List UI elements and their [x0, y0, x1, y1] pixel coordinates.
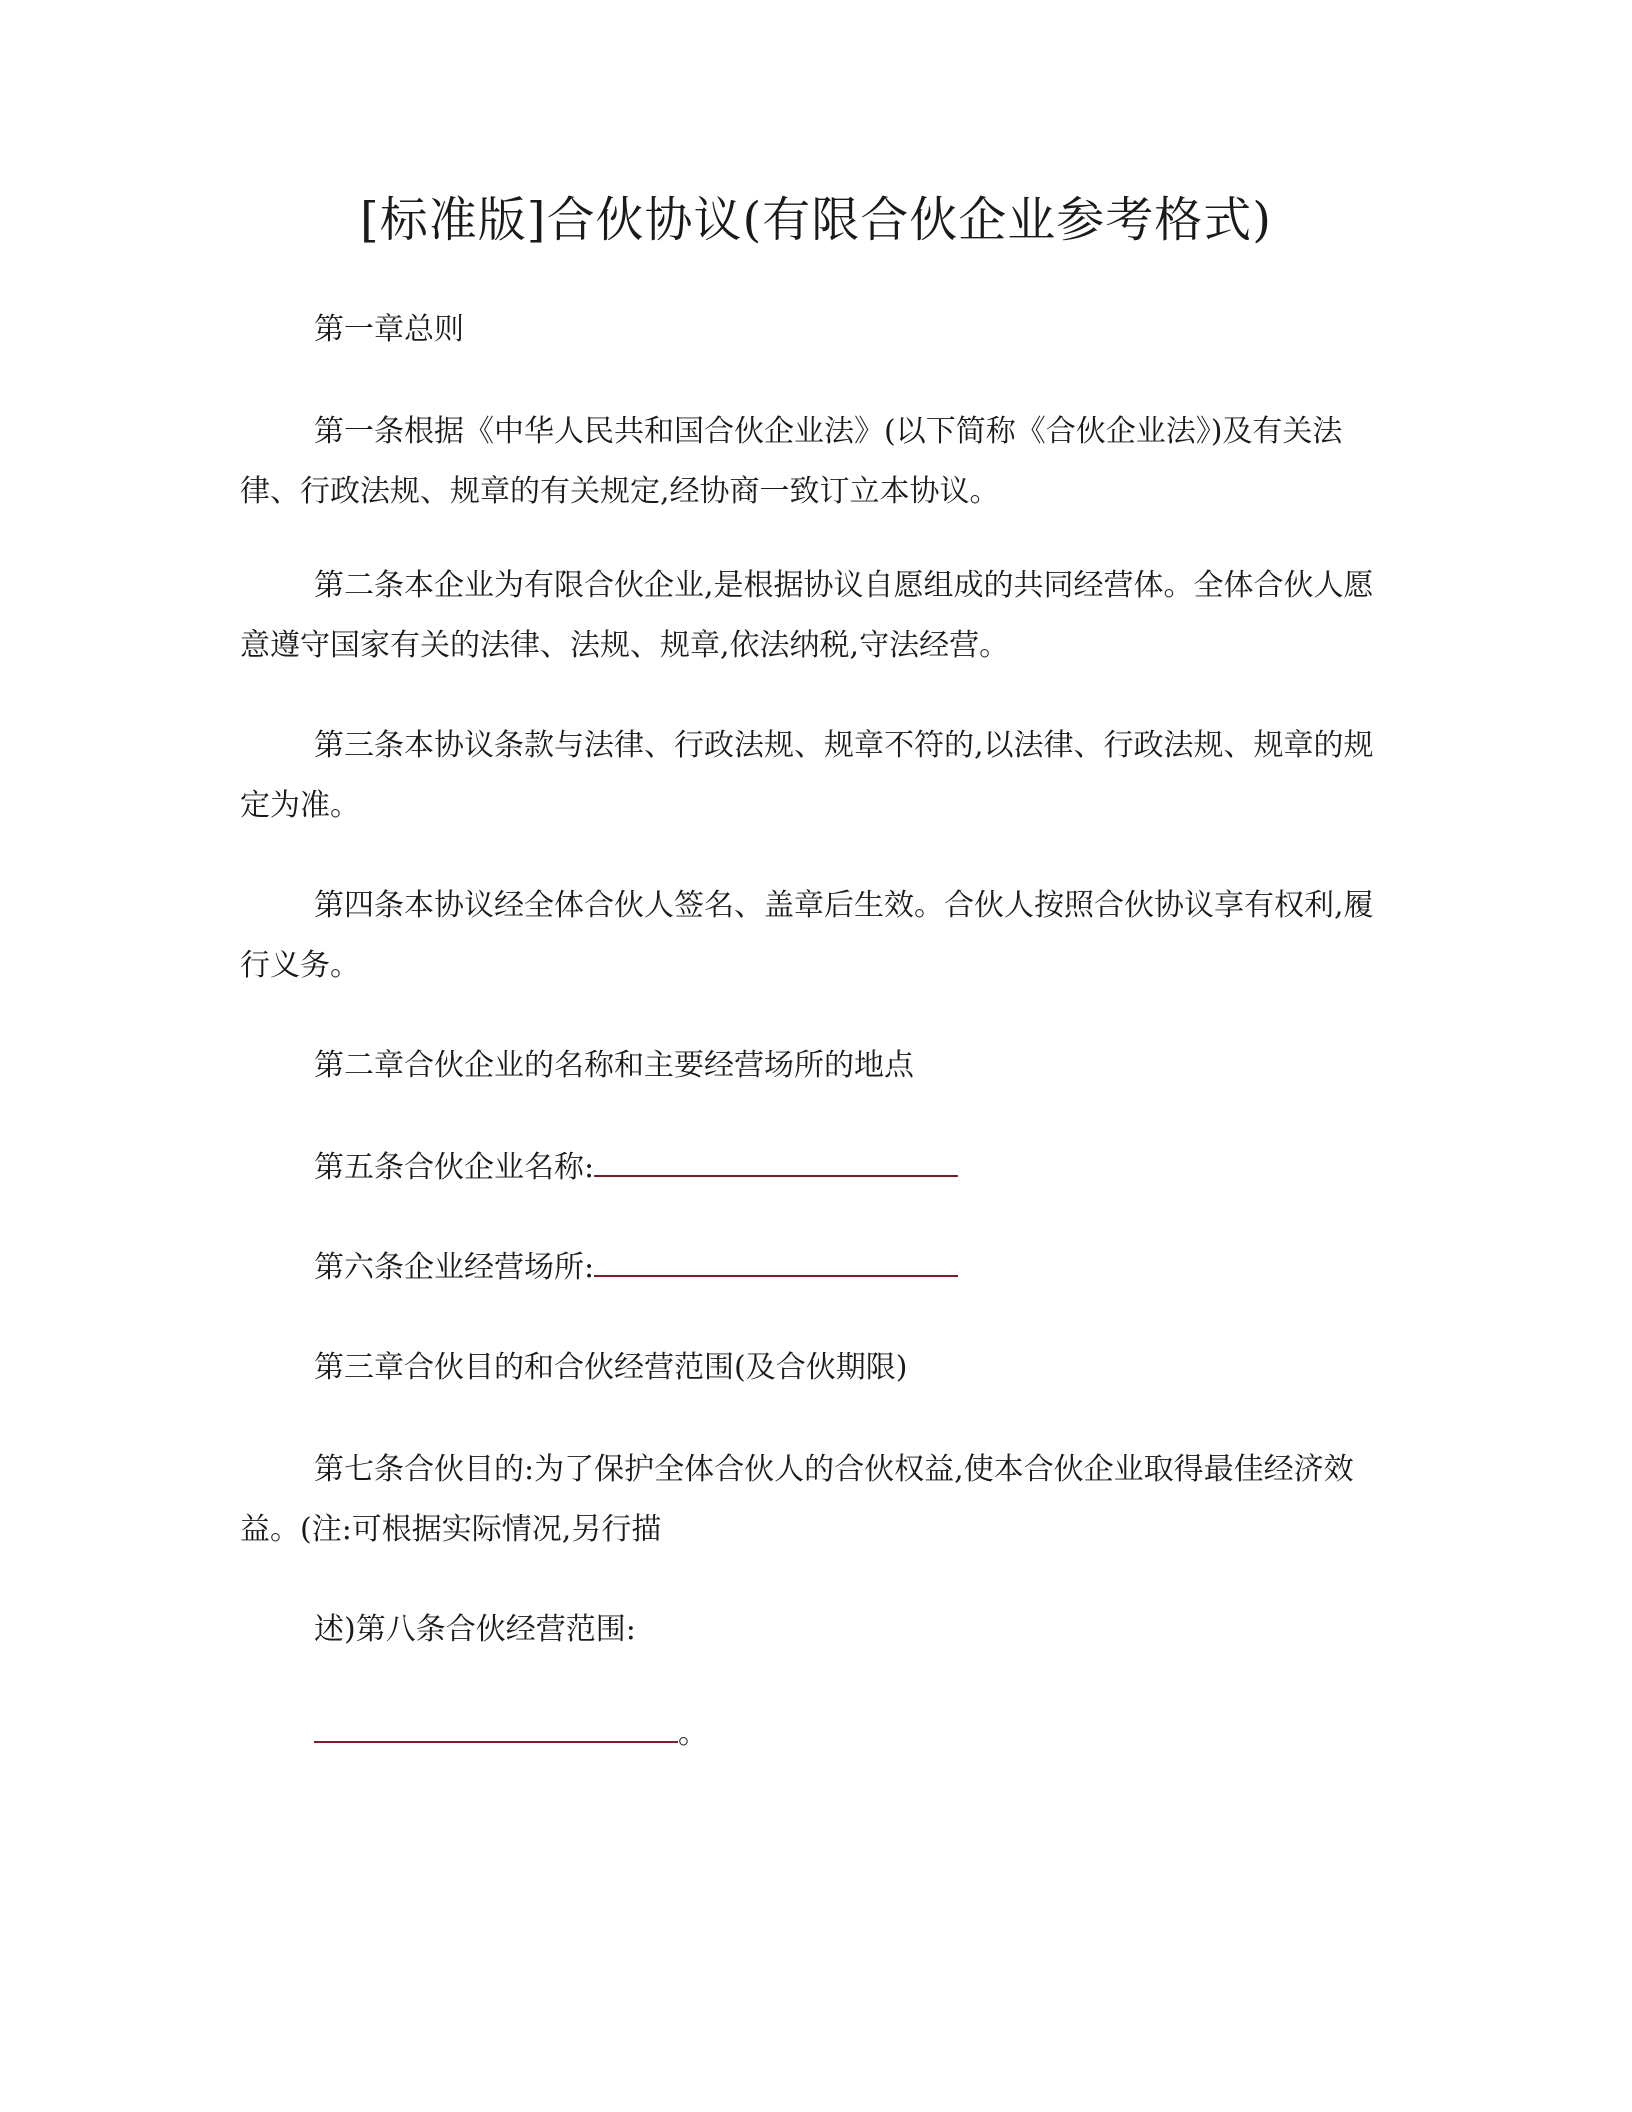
chapter-1-heading: 第一章总则 — [314, 312, 464, 347]
article-3: 第三条本协议条款与法律、行政法规、规章不符的,以法律、行政法规、规章的规定为准。 — [240, 728, 1374, 823]
article-5 — [240, 1138, 1380, 1198]
article-6 — [240, 1238, 1380, 1298]
article-8-blank-line — [240, 1704, 1380, 1764]
article-6-label: 第六条企业经营场所: — [314, 1250, 595, 1285]
article-8-end-mark: 。 — [678, 1716, 708, 1751]
article-4: 第四条本协议经全体合伙人签名、盖章后生效。合伙人按照合伙协议享有权利,履行义务。 — [240, 888, 1374, 983]
enterprise-name-blank[interactable] — [594, 1139, 958, 1177]
article-2: 第二条本企业为有限合伙企业,是根据协议自愿组成的共同经营体。全体合伙人愿意遵守国家有关的法律、法规、规章,依法纳税,守法经营。 — [240, 568, 1374, 663]
chapter-2-heading: 第二章合伙企业的名称和主要经营场所的地点 — [314, 1048, 914, 1083]
business-premises-blank[interactable] — [594, 1239, 958, 1277]
article-1: 第一条根据《中华人民共和国合伙企业法》(以下简称《合伙企业法》)及有关法律、行政法规、规章的有关规定,经协商一致订立本协议。 — [240, 414, 1343, 509]
chapter-3-heading: 第三章合伙目的和合伙经营范围(及合伙期限) — [314, 1350, 908, 1385]
business-scope-blank[interactable] — [314, 1705, 678, 1743]
document-title: [标准版]合伙协议(有限合伙企业参考格式) — [360, 192, 1272, 248]
article-8-heading: 述)第八条合伙经营范围: — [314, 1612, 636, 1647]
article-7: 第七条合伙目的:为了保护全体合伙人的合伙权益,使本合伙企业取得最佳经济效益。(注:可根据实际情况,另行描 — [240, 1452, 1354, 1547]
article-5-label: 第五条合伙企业名称: — [314, 1150, 595, 1185]
